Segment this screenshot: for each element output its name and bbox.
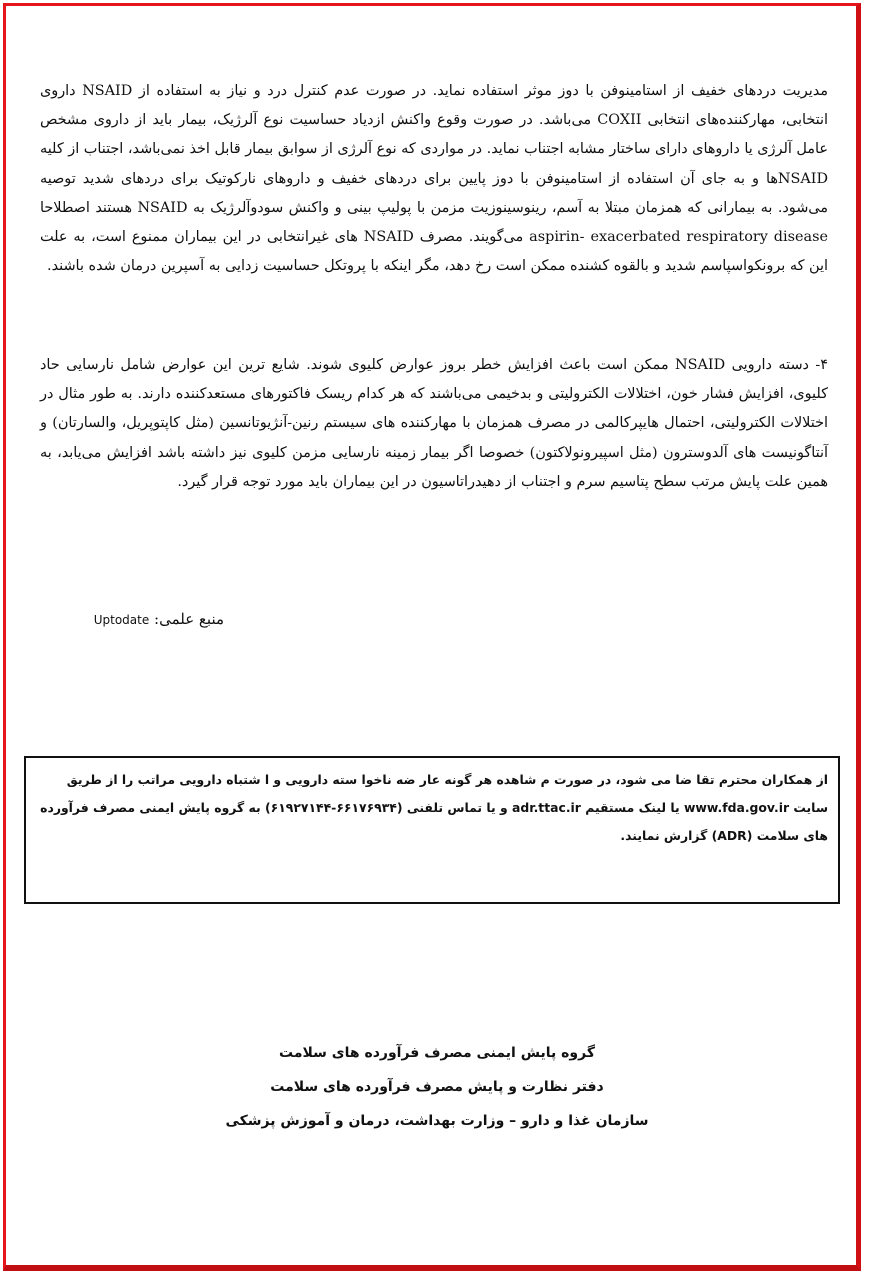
footer-line-1: گروه پایش ایمنی مصرف فرآورده های سلامت: [279, 1045, 595, 1061]
footer-signature: [0, 1036, 874, 1138]
reporting-notice-box: [24, 756, 840, 904]
footer-line-3: سازمان غذا و دارو – وزارت بهداشت، درمان و آموزش پزشکی: [225, 1113, 649, 1129]
source-line: [64, 610, 224, 628]
paragraph-allergy: مدیریت دردهای خفیف از استامینوفن با دوز موثر استفاده نماید. در صورت عدم کنترل درد و نیاز به استفاده از NSAID داروی انتخابی، مهارکننده‌های انتخابی COXII می‌باشد. در صورت وقوع واکنش ازدیاد حساسیت نوع آلرژیک، بیمار باید از داروی مشخص عامل آلرژی یا داروهای دارای ساختار مشابه اجتناب نماید. در مواردی که نوع آلرژی از سوابق بیمار قابل اخذ نمی‌باشد، اجتناب از کلیه NSAIDها و به جای آن استفاده از استامینوفن با دوز پایین برای دردهای خفیف و داروهای نارکوتیک برای دردهای شدید توصیه می‌شود. به بیمارانی که همزمان مبتلا به آسم، رینوسینوزیت مزمن با پولیپ بینی و واکنش سودوآلرژیک به NSAID هستند اصطلاحا aspirin- exacerbated respiratory disease می‌گویند. مصرف NSAID های غیرانتخابی در این بیماران ممنوع است، به علت این که برونکواسپاسم شدید و بالقوه کشنده ممکن است رخ دهد، مگر اینکه با پروتکل حساسیت زدایی به آسپرین درمان شده باشند.: [40, 83, 828, 275]
source-value: Uptodate: [93, 613, 150, 627]
reporting-notice-text: از همکاران محترم تقا ضا می شود، در صورت م شاهده هر گونه عار ضه ناخوا سته دارویی و ا شتباه دارویی مراتب را از طریق سایت www.fda.gov.ir یا لینک مستقیم adr.ttac.ir و یا تماس تلفنی (۶۶۱۷۶۹۳۴-۶۱۹۲۷۱۴۴) به گروه پایش ایمنی مصرف فرآورده های سلامت (ADR) گزارش نمایند.: [40, 772, 828, 843]
source-label: منبع علمی:: [154, 610, 224, 628]
paragraph-renal: ۴- دسته دارویی NSAID ممکن است باعث افزایش خطر بروز عوارض کلیوی شوند. شایع ترین این عوارض شامل نارسایی حاد کلیوی، افزایش فشار خون، اختلالات الکترولیتی و بدخیمی می‌باشند که هر کدام ریسک فاکتورهای مستعدکننده دارند. به طور مثال در اختلالات الکترولیتی، احتمال هایپرکالمی در مصرف همزمان با مهارکننده های سیستم رنین-آنژیوتانسین (مثل کاپتوپریل، والسارتان) و آنتاگونیست های آلدوسترون (مثل اسپیرونولاکتون) خصوصا اگر بیمار زمینه نارسایی مزمن کلیوی نیز داشته باشد افزایش می‌یابد، به همین علت پایش مرتب سطح پتاسیم سرم و اجتناب از دهیدراتاسیون در این بیماران باید مورد توجه قرار گیرد.: [40, 357, 828, 490]
footer-line-2: دفتر نظارت و پایش مصرف فرآورده های سلامت: [270, 1079, 604, 1095]
